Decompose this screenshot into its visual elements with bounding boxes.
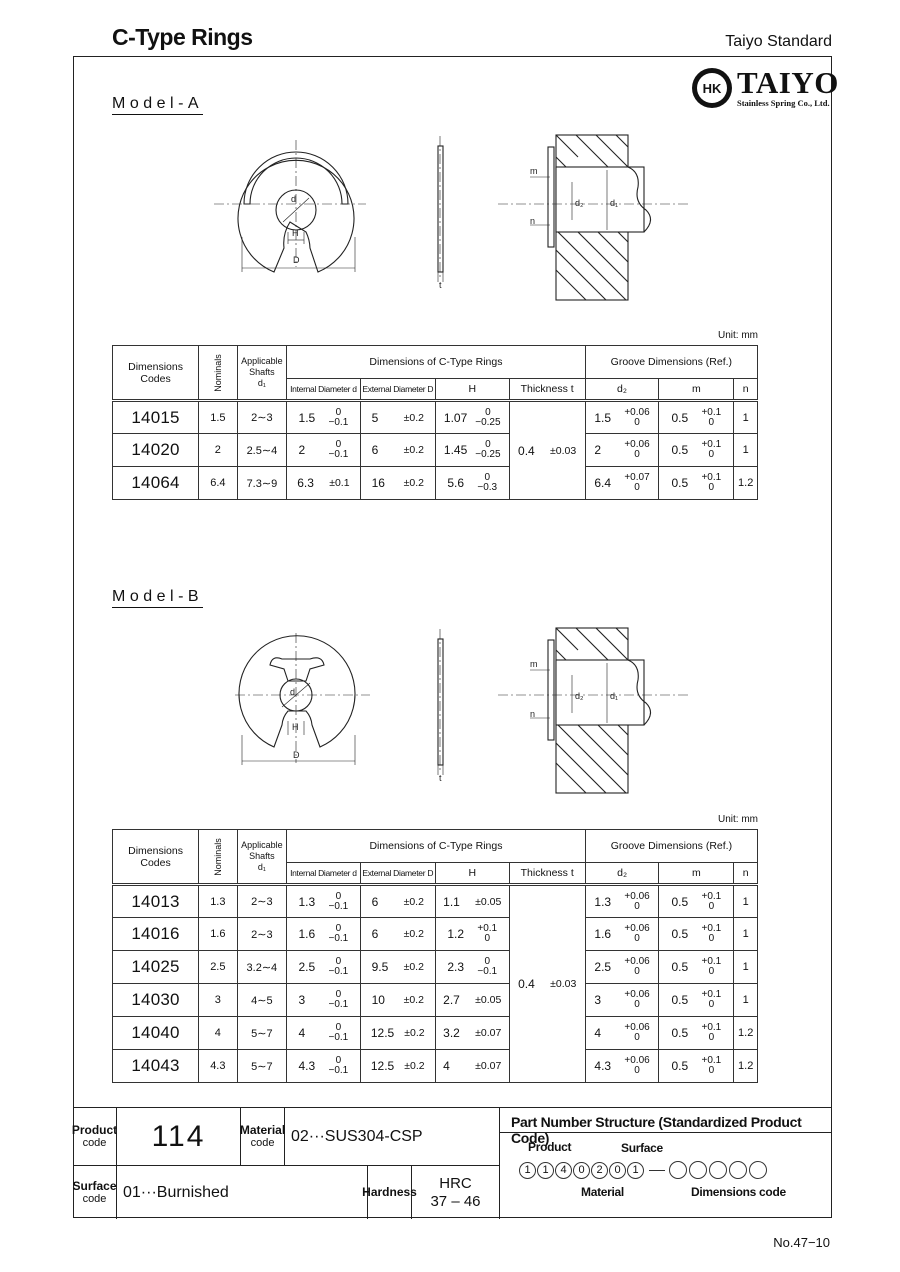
drawing-label-d1: d₁ [610, 198, 619, 208]
material-code-value: 02···SUS304-CSP [285, 1108, 500, 1166]
table-row: 14020 2 2.5∼4 2 0 −0.1 6 ±0.2 1.45 0 −0.25 2 +0.06 0 0.5 +0.1 0 1 [113, 434, 758, 467]
model-a-drawing [210, 132, 710, 302]
pns-dash [649, 1170, 665, 1171]
header-m: m [659, 863, 734, 885]
drawing-label-d2: d₂ [575, 691, 584, 701]
pns-digit: 1 [537, 1162, 554, 1179]
drawing-label-n: n [530, 216, 536, 226]
header-thickness: Thickness t [509, 379, 585, 401]
pns-dimensions-label: Dimensions code [691, 1185, 786, 1199]
model-b-drawing [210, 625, 710, 795]
header-d2: d₂ [585, 863, 659, 885]
header-d2: d₂ [585, 379, 659, 401]
pns-code-circles [519, 1161, 769, 1179]
header-applicable-shafts: Applicable Shafts d₁ [237, 346, 287, 401]
material-code-label: Material code [241, 1108, 285, 1166]
hardness-label: Hardness [368, 1166, 412, 1219]
header-n: n [734, 379, 758, 401]
pns-digit: 2 [591, 1162, 608, 1179]
pns-product-label: Product [528, 1140, 572, 1154]
drawing-label-t: t [439, 280, 442, 290]
drawing-label-D: D [293, 255, 300, 265]
table-row: 14025 2.5 3.2∼4 2.5 0 −0.1 9.5 ±0.2 2.3 0 −0.1 2.5 +0.06 0 0.5 +0.1 0 1 [113, 951, 758, 984]
table-row: 14016 1.6 2∼3 1.6 0 −0.1 6 ±0.2 1.2 +0.1 0 1.6 +0.06 0 0.5 +0.1 0 1 [113, 918, 758, 951]
table-row: 14040 4 5∼7 4 0 −0.1 12.5 ±0.2 3.2 ±0.07 4 +0.06 0 0.5 +0.1 0 1.2 [113, 1017, 758, 1050]
header-nominals: Nominals [199, 830, 238, 885]
header-thickness: Thickness t [509, 863, 585, 885]
header-applicable-shafts: Applicable Shafts d₁ [237, 830, 287, 885]
drawing-label-H: H [292, 228, 299, 238]
header-n: n [734, 863, 758, 885]
surface-code-value: 01···Burnished [117, 1166, 368, 1219]
unit-label-a: Unit: mm [718, 330, 758, 341]
drawing-label-d2: d₂ [575, 198, 584, 208]
part-number-structure-title: Part Number Structure (Standardized Product Code) [511, 1114, 802, 1146]
header-nominals: Nominals [199, 346, 238, 401]
table-row: 14043 4.3 5∼7 4.3 0 −0.1 12.5 ±0.2 4 ±0.07 4.3 +0.06 0 0.5 +0.1 0 1.2 [113, 1050, 758, 1083]
surface-code-label: Surface code [73, 1166, 117, 1219]
pns-digit: 1 [627, 1162, 644, 1179]
drawing-label-d: d [290, 687, 296, 697]
drawing-label-H: H [292, 722, 299, 732]
page-title: C-Type Rings [112, 24, 253, 50]
taiyo-logo [692, 65, 839, 114]
pns-digit: 4 [555, 1162, 572, 1179]
header-H: H [435, 379, 509, 401]
header-H: H [435, 863, 509, 885]
drawing-label-n: n [530, 709, 536, 719]
logo-name: TAIYO [737, 65, 839, 100]
pns-material-label: Material [581, 1185, 624, 1199]
pns-digit: 1 [519, 1162, 536, 1179]
table-row: 14015 1.5 2∼3 1.5 0 −0.1 5 ±0.2 1.07 0 −0.25 0.4 ±0.03 1.5 +0.06 0 0.5 +0.1 0 1 [113, 401, 758, 434]
drawing-label-m: m [530, 166, 538, 176]
product-code-label: Product code [73, 1108, 117, 1166]
pns-empty-digit [689, 1161, 707, 1179]
header-ring-dims: Dimensions of C-Type Rings [287, 346, 586, 379]
pns-digit: 0 [573, 1162, 590, 1179]
model-a-table [112, 345, 758, 500]
pns-empty-digit [669, 1161, 687, 1179]
table-row: 14064 6.4 7.3∼9 6.3 ±0.1 16 ±0.2 5.6 0 −0.3 6.4 +0.07 0 0.5 +0.1 0 1.2 [113, 467, 758, 500]
header-internal-d: Internal Diameter d [287, 379, 360, 401]
unit-label-b: Unit: mm [718, 814, 758, 825]
header-groove-dims: Groove Dimensions (Ref.) [585, 830, 757, 863]
model-b-title: Model-B [112, 588, 203, 608]
pns-digit: 0 [609, 1162, 626, 1179]
page-number: No.47−10 [773, 1235, 830, 1250]
header-internal-d: Internal Diameter d [287, 863, 360, 885]
pns-empty-digit [749, 1161, 767, 1179]
drawing-label-d: d [291, 194, 297, 204]
table-row: 14013 1.3 2∼3 1.3 0 −0.1 6 ±0.2 1.1 ±0.05 0.4 ±0.03 1.3 +0.06 0 0.5 +0.1 0 1 [113, 885, 758, 918]
header-m: m [659, 379, 734, 401]
header-external-d: External Diameter D [360, 863, 435, 885]
drawing-label-t: t [439, 773, 442, 783]
page-standard: Taiyo Standard [725, 33, 832, 50]
pns-surface-label: Surface [621, 1141, 663, 1155]
logo-subtitle: Stainless Spring Co., Ltd. [737, 98, 830, 108]
header-ring-dims: Dimensions of C-Type Rings [287, 830, 586, 863]
model-a-title: Model-A [112, 95, 203, 115]
hk-logo-icon: HK [692, 68, 732, 108]
table-row: 14030 3 4∼5 3 0 −0.1 10 ±0.2 2.7 ±0.05 3 +0.06 0 0.5 +0.1 0 1 [113, 984, 758, 1017]
header-external-d: External Diameter D [360, 379, 435, 401]
header-groove-dims: Groove Dimensions (Ref.) [585, 346, 757, 379]
pns-empty-digit [709, 1161, 727, 1179]
drawing-label-m: m [530, 659, 538, 669]
drawing-label-d1: d₁ [610, 691, 619, 701]
drawing-label-D: D [293, 750, 300, 760]
header-dimensions-codes: Dimensions Codes [113, 346, 199, 401]
hardness-value: HRC 37 – 46 [412, 1166, 500, 1219]
header-dimensions-codes: Dimensions Codes [113, 830, 199, 885]
product-code-value: 114 [117, 1108, 241, 1166]
pns-empty-digit [729, 1161, 747, 1179]
pns-divider [500, 1132, 831, 1133]
model-b-table [112, 829, 758, 1083]
product-info-box [73, 1107, 832, 1218]
